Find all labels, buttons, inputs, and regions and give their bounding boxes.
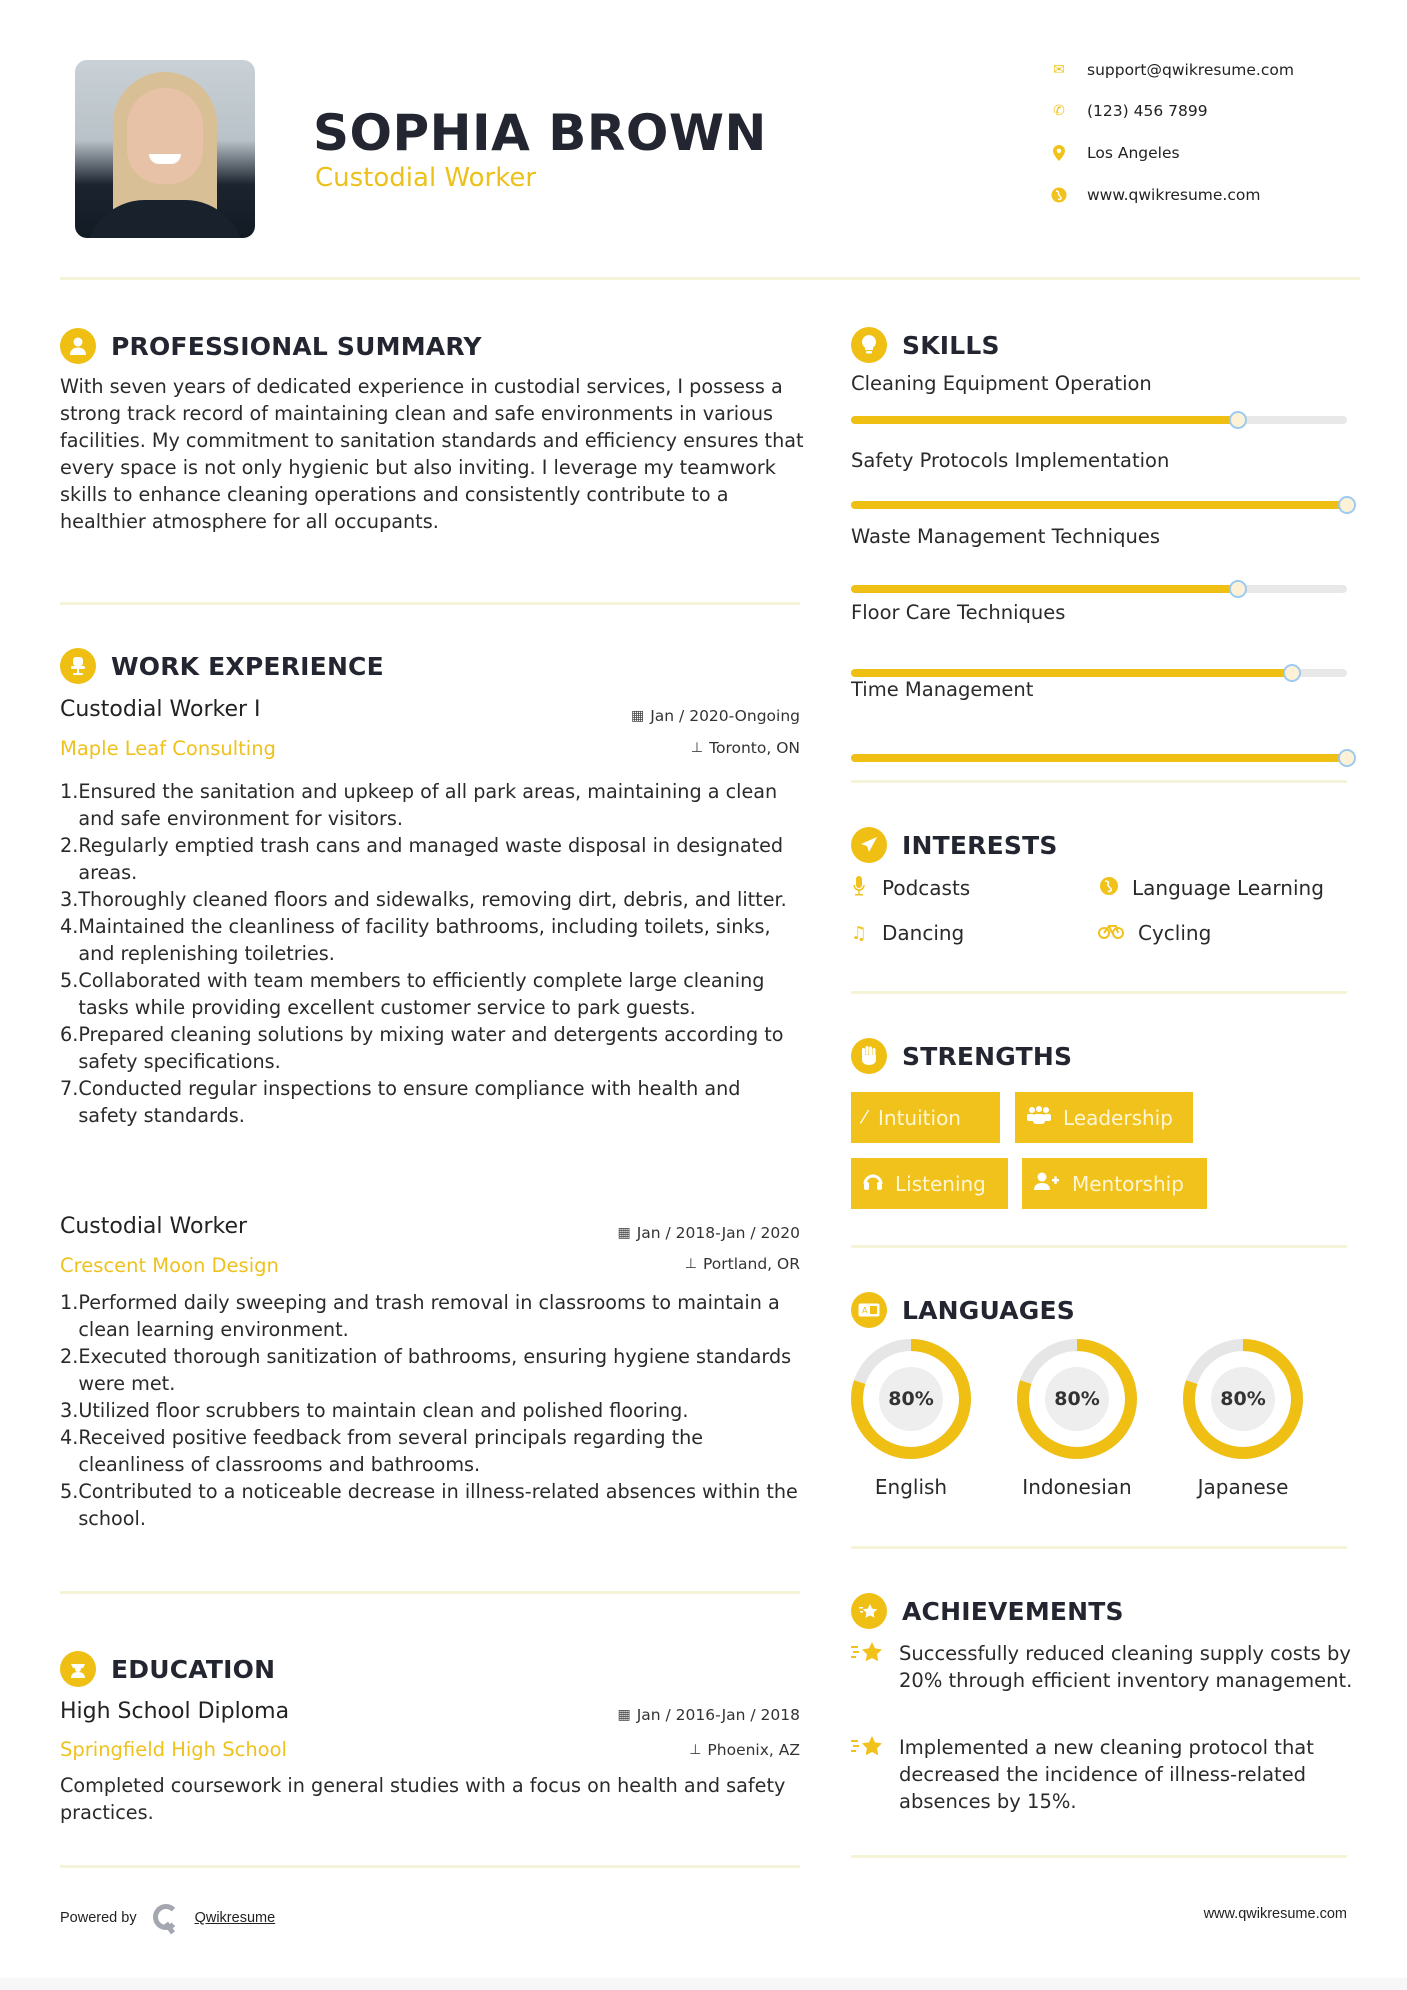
office-chair-icon [60, 648, 96, 684]
skill-label: Cleaning Equipment Operation [851, 372, 1152, 395]
strengths-divider [851, 1245, 1347, 1248]
contact-email-text[interactable]: support@qwikresume.com [1087, 61, 1294, 79]
languages-divider [851, 1546, 1347, 1549]
strengths-heading [851, 1036, 1072, 1076]
globe-icon [1098, 876, 1120, 901]
bullet-item: 6. Prepared cleaning solutions by mixing water and detergents according to safety specifications. [60, 1023, 784, 1073]
strength-chip: ⁄ Intuition [851, 1092, 1000, 1143]
bullet-item: 5. Contributed to a noticeable decrease in illness-related absences within the school. [60, 1480, 798, 1530]
languages-title: LANGUAGES [902, 1295, 1076, 1325]
job-dates-text: Jan / 2020-Ongoing [650, 707, 800, 725]
shooting-star-icon [851, 1734, 899, 1815]
users-icon [1027, 1106, 1051, 1129]
strength-chip: Leadership [1015, 1092, 1193, 1143]
language-donut [1017, 1339, 1137, 1459]
job-dates [500, 1224, 800, 1242]
contact-email[interactable] [1050, 58, 1380, 82]
contact-location [1050, 141, 1380, 165]
skill-bar-fill [851, 416, 1238, 424]
bullet-item: 4. Received positive feedback from several principals regarding the cleanliness of classrooms and bathrooms. [60, 1426, 704, 1476]
envelope-icon: ✉ [1053, 62, 1065, 78]
education-dates-text: Jan / 2016-Jan / 2018 [636, 1706, 800, 1724]
pushpin-icon: ⊥ [690, 740, 704, 756]
experience-title: WORK EXPERIENCE [111, 651, 384, 681]
language-donut [851, 1339, 971, 1459]
language-percent: 80% [1211, 1367, 1275, 1431]
contact-phone-text[interactable]: (123) 456 7899 [1087, 102, 1208, 120]
experience-divider [60, 1591, 800, 1594]
summary-text: With seven years of dedicated experience in custodial services, I possess a strong track record of maintaining clean and safe environments in various facilities. My commitment to sanitation standards and efficiency ensures that every space is not only hygienic but also inviting. I leverage my teamwork skills to enhance cleaning operations and consistently contribute to a healthier atmosphere for all occupants. [60, 375, 804, 533]
skills-title: SKILLS [902, 330, 1000, 360]
page-bottom-strip [0, 1978, 1407, 1990]
job-location-text: Portland, OR [702, 1255, 800, 1273]
skill-bar-thumb [1338, 496, 1356, 514]
summary-divider [60, 602, 800, 605]
strength-chip: Mentorship [1022, 1158, 1207, 1209]
summary-heading [60, 326, 482, 366]
translate-icon [851, 1292, 887, 1328]
skill-bar-thumb [1229, 411, 1247, 429]
skill-bar-fill [851, 754, 1347, 762]
graduate-icon [60, 1651, 96, 1687]
education-description: Completed coursework in general studies with a focus on health and safety practices. [60, 1774, 786, 1824]
job-company: Crescent Moon Design [60, 1254, 279, 1277]
skill-bar [851, 585, 1347, 593]
svg-text:A: A [862, 1306, 868, 1315]
job-company: Maple Leaf Consulting [60, 737, 276, 760]
contact-location-text: Los Angeles [1087, 144, 1180, 162]
star-badge-icon [851, 1593, 887, 1629]
bullet-item: 2. Executed thorough sanitization of bathrooms, ensuring hygiene standards were met. [60, 1345, 792, 1395]
achievement-item: Successfully reduced cleaning supply costs by 20% through efficient inventory management. [851, 1640, 1371, 1694]
bullet-item: 2. Regularly emptied trash cans and managed waste disposal in designated areas. [60, 834, 784, 884]
interest-item: Cycling [1098, 919, 1211, 947]
pushpin-icon: ⊥ [689, 1742, 702, 1758]
footer-website[interactable]: www.qwikresume.com [1203, 1906, 1347, 1922]
job-dates [500, 707, 800, 725]
language-name: English [874, 1475, 948, 1499]
microphone-icon [848, 876, 870, 901]
qwikresume-logo-icon [153, 1904, 179, 1932]
globe-icon [1050, 186, 1068, 204]
interest-item: Podcasts [848, 874, 970, 902]
language-percent: 80% [879, 1367, 943, 1431]
bullet-item: 5. Collaborated with team members to efficiently complete large cleaning tasks while providing excellent customer service to park guests. [60, 969, 765, 1019]
calendar-icon: ▦ [631, 708, 645, 724]
achievements-title: ACHIEVEMENTS [902, 1596, 1124, 1626]
education-location [500, 1741, 800, 1759]
job-1-bullets [60, 778, 805, 1129]
skill-bar-fill [851, 585, 1238, 593]
education-divider [60, 1865, 800, 1868]
shooting-star-icon [851, 1640, 899, 1694]
user-plus-icon [1034, 1172, 1060, 1195]
skill-bar-thumb [1283, 664, 1301, 682]
candidate-role: Custodial Worker [315, 163, 537, 193]
skill-label: Time Management [851, 678, 1034, 701]
skill-bar [851, 754, 1347, 762]
header-divider [60, 277, 1360, 280]
job-dates-text: Jan / 2018-Jan / 2020 [636, 1224, 800, 1242]
interest-item: ♫ Dancing [848, 919, 964, 947]
music-note-icon: ♫ [850, 922, 868, 944]
photo-shirt [85, 200, 245, 238]
skill-bar [851, 669, 1347, 677]
bullet-item: 7. Conducted regular inspections to ensure compliance with health and safety standards. [60, 1077, 741, 1127]
achievements-divider [851, 1855, 1347, 1858]
bullet-item: 3. Utilized floor scrubbers to maintain clean and polished flooring. [60, 1399, 689, 1422]
strengths-title: STRENGTHS [902, 1041, 1073, 1071]
lightbulb-icon [851, 327, 887, 363]
education-location-text: Phoenix, AZ [707, 1741, 800, 1759]
achievement-item: Implemented a new cleaning protocol that decreased the incidence of illness-related absences by 15%. [851, 1734, 1371, 1815]
job-2-bullets [60, 1289, 805, 1532]
skill-label: Waste Management Techniques [851, 525, 1160, 548]
map-marker-icon [1050, 144, 1068, 162]
interest-item: Language Learning [1098, 874, 1324, 902]
powered-by [60, 1904, 275, 1932]
contact-website-text[interactable]: www.qwikresume.com [1087, 186, 1261, 204]
skills-heading [851, 325, 1000, 365]
bullet-item: 1. Performed daily sweeping and trash removal in classrooms to maintain a clean learning environment. [60, 1291, 780, 1341]
calendar-icon: ▦ [617, 1225, 631, 1241]
qwikresume-link[interactable]: Qwikresume [194, 1910, 276, 1926]
language-name: Japanese [1197, 1475, 1289, 1499]
skills-divider [851, 780, 1347, 783]
skill-bar [851, 501, 1347, 509]
skill-bar-thumb [1229, 580, 1247, 598]
job-location-text: Toronto, ON [709, 739, 800, 757]
candidate-name: SOPHIA BROWN [313, 104, 767, 162]
bicycle-icon [1098, 923, 1120, 944]
language-name: Indonesian [1022, 1475, 1132, 1499]
job-title: Custodial Worker [60, 1214, 248, 1239]
job-location [500, 739, 800, 757]
photo-face [127, 88, 203, 184]
education-title: EDUCATION [111, 1654, 276, 1684]
powered-by-text: Powered by [60, 1910, 137, 1926]
language-percent: 80% [1045, 1367, 1109, 1431]
bullet-item: 3. Thoroughly cleaned floors and sidewalks, removing dirt, debris, and litter. [60, 888, 787, 911]
skill-bar-thumb [1338, 749, 1356, 767]
magic-wand-icon: ⁄ [863, 1107, 867, 1128]
education-heading [60, 1649, 275, 1689]
profile-photo [75, 60, 255, 238]
photo-smile [149, 154, 181, 164]
bullet-item: 4. Maintained the cleanliness of facility bathrooms, including toilets, sinks, and replenishing toiletries. [60, 915, 771, 965]
interests-title: INTERESTS [902, 830, 1058, 860]
pushpin-icon: ⊥ [684, 1256, 697, 1272]
achievements-heading [851, 1591, 1124, 1631]
interests-divider [851, 991, 1347, 994]
languages-heading [851, 1290, 1075, 1330]
skill-bar-fill [851, 501, 1347, 509]
language-donut [1183, 1339, 1303, 1459]
contact-website[interactable] [1050, 183, 1380, 207]
job-location [500, 1255, 800, 1273]
summary-title: PROFESSIONAL SUMMARY [111, 331, 482, 361]
contact-phone[interactable] [1050, 99, 1380, 123]
fist-icon [851, 1038, 887, 1074]
school: Springfield High School [60, 1738, 287, 1761]
phone-icon: ✆ [1053, 103, 1065, 119]
calendar-icon: ▦ [617, 1707, 631, 1723]
interests-heading [851, 825, 1058, 865]
skill-bar-fill [851, 669, 1292, 677]
skill-label: Safety Protocols Implementation [851, 449, 1170, 472]
headphones-icon [863, 1172, 883, 1195]
job-title: Custodial Worker I [60, 697, 261, 722]
degree: High School Diploma [60, 1699, 290, 1724]
experience-heading [60, 646, 384, 686]
skill-bar [851, 416, 1347, 424]
skill-label: Floor Care Techniques [851, 601, 1066, 624]
paper-plane-icon [851, 827, 887, 863]
strength-chip: Listening [851, 1158, 1008, 1209]
user-icon [60, 328, 96, 364]
bullet-item: 1. Ensured the sanitation and upkeep of all park areas, maintaining a clean and safe environment for visitors. [60, 780, 778, 830]
education-dates [500, 1706, 800, 1724]
